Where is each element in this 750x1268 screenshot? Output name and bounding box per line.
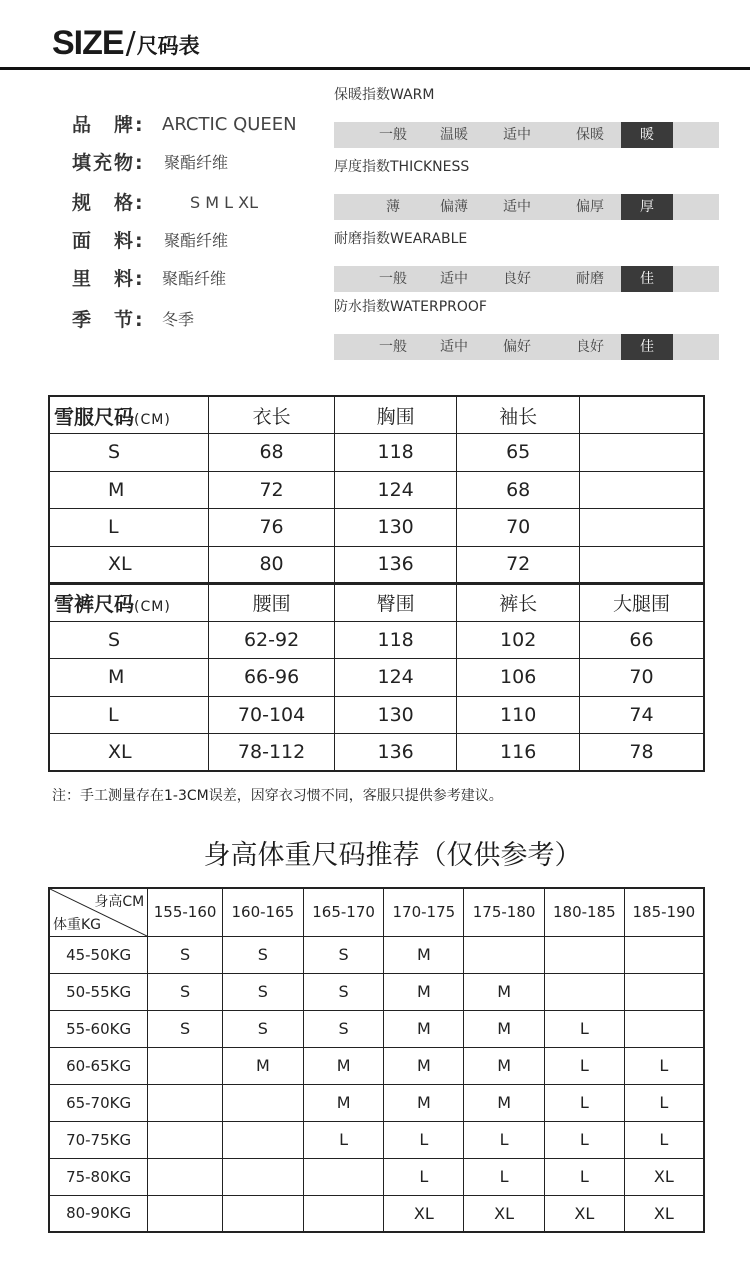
- pants-title-cell: [49, 584, 209, 622]
- size-cell: XL: [544, 1195, 624, 1232]
- column-header: [579, 396, 704, 434]
- index-level: 保暖: [576, 127, 604, 143]
- size-cell: [624, 1010, 704, 1047]
- table-cell: [579, 471, 704, 509]
- table-row: [49, 1195, 704, 1232]
- jacket-unit: (CM): [134, 411, 171, 428]
- index-level: 良好: [503, 271, 531, 287]
- page-header: [52, 22, 200, 62]
- size-cell: M: [464, 973, 545, 1010]
- table-row: [49, 1047, 704, 1084]
- size-cell: L: [544, 1121, 624, 1158]
- table-cell: 62-92: [209, 621, 335, 659]
- spec-value: 聚酯纤维: [162, 269, 227, 288]
- spec-value: 聚酯纤维: [164, 231, 229, 250]
- size-cell: [222, 1121, 303, 1158]
- pants-header-row: [49, 584, 704, 622]
- index-level-active: 厚: [621, 194, 673, 220]
- size-cell: M: [464, 1084, 545, 1121]
- table-cell: 78: [579, 734, 704, 772]
- index-bar: [334, 266, 719, 292]
- weight-label: 75-80KG: [49, 1158, 148, 1195]
- height-header: 170-175: [384, 888, 464, 936]
- index-level: 适中: [440, 339, 468, 355]
- table-cell: 76: [209, 509, 335, 547]
- index-level: 偏好: [503, 339, 531, 355]
- table-cell: 136: [334, 546, 457, 584]
- size-cell: M: [303, 1047, 384, 1084]
- size-cell: S: [222, 936, 303, 973]
- size-cell: [464, 936, 545, 973]
- size-cell: S: [303, 936, 384, 973]
- table-cell: 102: [457, 621, 580, 659]
- size-cell: [148, 1121, 223, 1158]
- index-level: 一般: [379, 271, 407, 287]
- size-cell: [624, 936, 704, 973]
- table-cell: 130: [334, 696, 457, 734]
- index-level: 适中: [503, 199, 531, 215]
- table-cell: 74: [579, 696, 704, 734]
- height-header: 160-165: [222, 888, 303, 936]
- weight-label: 55-60KG: [49, 1010, 148, 1047]
- table-row: [49, 1084, 704, 1121]
- table-row: [49, 734, 704, 772]
- weight-label: 70-75KG: [49, 1121, 148, 1158]
- table-cell: 70: [457, 509, 580, 547]
- table-cell: 70-104: [209, 696, 335, 734]
- size-label: XL: [49, 734, 209, 772]
- size-cell: L: [544, 1047, 624, 1084]
- size-cell: [303, 1195, 384, 1232]
- table-cell: 72: [457, 546, 580, 584]
- size-cell: S: [222, 973, 303, 1010]
- table-cell: [579, 546, 704, 584]
- spec-label: 里 料:: [72, 268, 145, 290]
- table-row: [49, 509, 704, 547]
- table-row: [49, 936, 704, 973]
- table-cell: 136: [334, 734, 457, 772]
- index-level: 温暖: [440, 127, 468, 143]
- size-cell: XL: [624, 1158, 704, 1195]
- height-header: 155-160: [148, 888, 223, 936]
- weight-label: 45-50KG: [49, 936, 148, 973]
- size-cell: M: [303, 1084, 384, 1121]
- size-cell: M: [384, 1084, 464, 1121]
- weight-axis-label: 体重KG: [53, 916, 102, 933]
- recommend-table: [48, 887, 705, 1233]
- index-level: 适中: [440, 271, 468, 287]
- size-cell: L: [624, 1121, 704, 1158]
- size-cell: M: [464, 1047, 545, 1084]
- size-table: [48, 395, 705, 772]
- table-row: [49, 471, 704, 509]
- size-cell: [624, 973, 704, 1010]
- table-cell: 116: [457, 734, 580, 772]
- size-cell: [148, 1195, 223, 1232]
- spec-value: S M L XL: [190, 193, 259, 212]
- size-label: S: [49, 434, 209, 472]
- size-cell: M: [464, 1010, 545, 1047]
- size-cell: M: [384, 936, 464, 973]
- size-cell: L: [624, 1084, 704, 1121]
- table-cell: 124: [334, 471, 457, 509]
- table-row: [49, 621, 704, 659]
- index-title: 防水指数WATERPROOF: [334, 299, 487, 315]
- column-header: 大腿围: [579, 584, 704, 622]
- index-level: 一般: [379, 339, 407, 355]
- recommend-header-row: [49, 888, 704, 936]
- table-cell: 118: [334, 434, 457, 472]
- size-cell: M: [384, 973, 464, 1010]
- pants-unit: (CM): [134, 599, 171, 616]
- table-cell: 66: [579, 621, 704, 659]
- spec-value: 聚酯纤维: [164, 153, 229, 172]
- table-cell: 118: [334, 621, 457, 659]
- index-title: 厚度指数THICKNESS: [334, 159, 470, 175]
- size-label: XL: [49, 546, 209, 584]
- size-cell: S: [148, 973, 223, 1010]
- column-header: 裤长: [457, 584, 580, 622]
- index-bar: [334, 194, 719, 220]
- table-row: [49, 1121, 704, 1158]
- weight-label: 60-65KG: [49, 1047, 148, 1084]
- index-bar: [334, 122, 719, 148]
- jacket-header-row: [49, 396, 704, 434]
- weight-label: 50-55KG: [49, 973, 148, 1010]
- height-header: 185-190: [624, 888, 704, 936]
- corner-cell: [49, 888, 148, 936]
- table-row: [49, 659, 704, 697]
- table-cell: 68: [209, 434, 335, 472]
- jacket-title-cell: [49, 396, 209, 434]
- index-level-active: 佳: [621, 334, 673, 360]
- size-cell: L: [464, 1158, 545, 1195]
- size-cell: XL: [384, 1195, 464, 1232]
- size-cell: XL: [464, 1195, 545, 1232]
- size-cell: [148, 1158, 223, 1195]
- table-cell: [579, 434, 704, 472]
- index-title: 耐磨指数WEARABLE: [334, 231, 468, 247]
- index-level: 耐磨: [576, 271, 604, 287]
- size-cell: M: [222, 1047, 303, 1084]
- table-cell: 130: [334, 509, 457, 547]
- size-cell: [544, 973, 624, 1010]
- size-cell: L: [384, 1121, 464, 1158]
- index-level: 薄: [386, 199, 400, 215]
- index-level: 偏薄: [440, 199, 468, 215]
- column-header: 臀围: [334, 584, 457, 622]
- column-header: 胸围: [334, 396, 457, 434]
- table-row: [49, 1158, 704, 1195]
- size-cell: [222, 1158, 303, 1195]
- measurement-note: 注：手工测量存在1-3CM误差，因穿衣习惯不同，客服只提供参考建议。: [52, 788, 503, 804]
- index-level: 一般: [379, 127, 407, 143]
- height-header: 165-170: [303, 888, 384, 936]
- size-label: S: [49, 621, 209, 659]
- size-cell: S: [222, 1010, 303, 1047]
- table-cell: 72: [209, 471, 335, 509]
- size-cell: L: [544, 1158, 624, 1195]
- index-level: 适中: [503, 127, 531, 143]
- table-cell: 70: [579, 659, 704, 697]
- spec-label: 面 料:: [72, 230, 145, 252]
- jacket-title: 雪服尺码: [54, 404, 134, 429]
- size-cell: L: [544, 1010, 624, 1047]
- size-cell: S: [303, 973, 384, 1010]
- size-cell: L: [303, 1121, 384, 1158]
- size-cell: M: [384, 1047, 464, 1084]
- size-cell: L: [384, 1158, 464, 1195]
- table-row: [49, 434, 704, 472]
- column-header: 袖长: [457, 396, 580, 434]
- column-header: 衣长: [209, 396, 335, 434]
- height-axis-label: 身高CM: [94, 894, 145, 910]
- header-size-text: SIZE: [52, 24, 124, 62]
- height-header: 175-180: [464, 888, 545, 936]
- spec-label: 填充物:: [72, 152, 145, 174]
- size-cell: L: [464, 1121, 545, 1158]
- spec-value: 冬季: [162, 310, 195, 329]
- spec-label: 规 格:: [72, 192, 145, 214]
- index-level: 偏厚: [576, 199, 604, 215]
- size-label: L: [49, 696, 209, 734]
- spec-label: 季 节:: [72, 309, 145, 331]
- table-row: [49, 1010, 704, 1047]
- table-cell: 106: [457, 659, 580, 697]
- table-row: [49, 696, 704, 734]
- weight-label: 65-70KG: [49, 1084, 148, 1121]
- size-cell: [544, 936, 624, 973]
- size-cell: [222, 1195, 303, 1232]
- table-cell: 78-112: [209, 734, 335, 772]
- spec-value: ARCTIC QUEEN: [162, 114, 297, 135]
- column-header: 腰围: [209, 584, 335, 622]
- size-cell: [303, 1158, 384, 1195]
- table-cell: 124: [334, 659, 457, 697]
- pants-title: 雪裤尺码: [54, 592, 134, 617]
- size-label: M: [49, 659, 209, 697]
- index-level-active: 佳: [621, 266, 673, 292]
- index-level-active: 暖: [621, 122, 673, 148]
- size-cell: S: [148, 936, 223, 973]
- size-cell: S: [303, 1010, 384, 1047]
- table-cell: 68: [457, 471, 580, 509]
- size-cell: S: [148, 1010, 223, 1047]
- weight-label: 80-90KG: [49, 1195, 148, 1232]
- table-cell: 80: [209, 546, 335, 584]
- size-cell: L: [544, 1084, 624, 1121]
- size-cell: [148, 1084, 223, 1121]
- height-header: 180-185: [544, 888, 624, 936]
- header-divider: [0, 67, 750, 70]
- table-row: [49, 973, 704, 1010]
- header-title: 尺码表: [136, 34, 200, 58]
- size-cell: L: [624, 1047, 704, 1084]
- index-level: 良好: [576, 339, 604, 355]
- recommend-title: 身高体重尺码推荐（仅供参考）: [203, 840, 582, 871]
- table-cell: [579, 509, 704, 547]
- size-cell: [222, 1084, 303, 1121]
- table-cell: 65: [457, 434, 580, 472]
- index-title: 保暖指数WARM: [334, 87, 435, 103]
- size-cell: M: [384, 1010, 464, 1047]
- size-label: L: [49, 509, 209, 547]
- size-cell: [148, 1047, 223, 1084]
- size-cell: XL: [624, 1195, 704, 1232]
- table-row: [49, 546, 704, 584]
- size-label: M: [49, 471, 209, 509]
- index-bar: [334, 334, 719, 360]
- header-slash: /: [125, 26, 136, 61]
- table-cell: 110: [457, 696, 580, 734]
- table-cell: 66-96: [209, 659, 335, 697]
- spec-label: 品 牌:: [72, 114, 145, 136]
